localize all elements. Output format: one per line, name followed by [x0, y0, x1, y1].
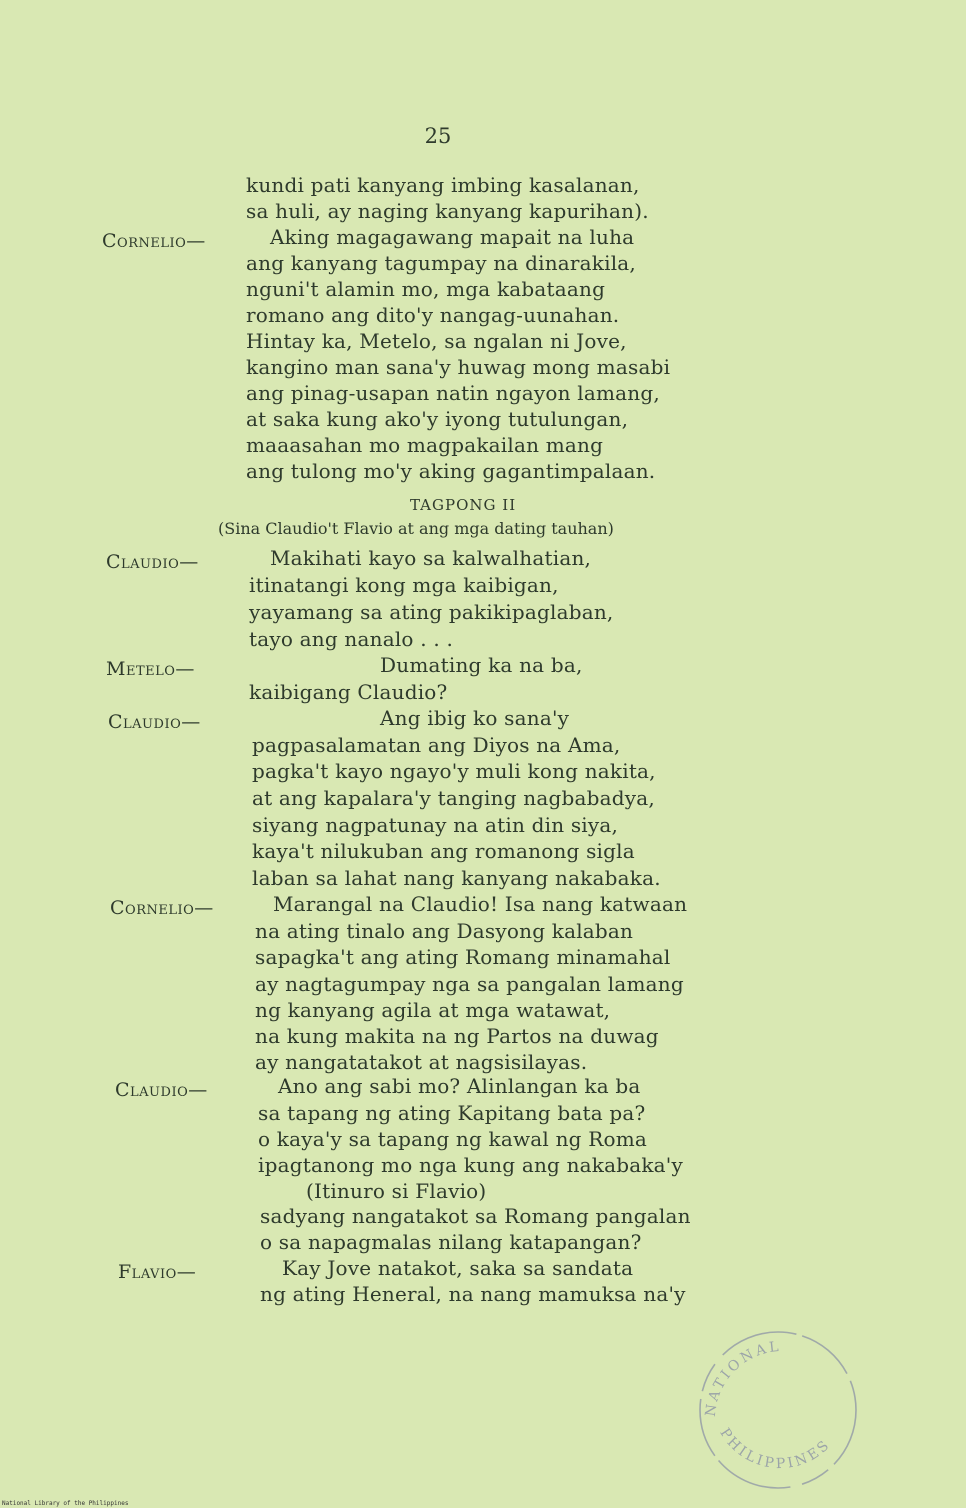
verse-line: Ano ang sabi mo? Alinlangan ka ba — [278, 1074, 641, 1098]
verse-line: ang tulong mo'y aking gagantimpalaan. — [246, 459, 656, 483]
speaker-label: Flavio— — [118, 1261, 197, 1283]
verse-line: ng kanyang agila at mga watawat, — [255, 998, 611, 1022]
verse-line: romano ang dito'y nangag-uunahan. — [246, 303, 620, 327]
verse-line: tayo ang nanalo . . . — [249, 627, 454, 651]
verse-line: yayamang sa ating pakikipaglaban, — [249, 600, 614, 624]
stage-direction: (Itinuro si Flavio) — [306, 1179, 487, 1203]
verse-line: ay nangatatakot at nagsisilayas. — [255, 1050, 588, 1074]
verse-line: ipagtanong mo nga kung ang nakabaka'y — [258, 1153, 683, 1177]
page-number: 25 — [424, 124, 452, 148]
verse-line: Dumating ka na ba, — [380, 653, 583, 677]
verse-line: Ang ibig ko sana'y — [380, 706, 570, 730]
verse-line: sa tapang ng ating Kapitang bata pa? — [258, 1101, 646, 1125]
speaker-label: Cornelio— — [102, 230, 206, 252]
verse-line: ang pinag-usapan natin ngayon lamang, — [246, 381, 660, 405]
verse-line: Makihati kayo sa kalwalhatian, — [270, 546, 592, 570]
speaker-label: Claudio— — [115, 1079, 208, 1101]
verse-line: Hintay ka, Metelo, sa ngalan ni Jove, — [246, 329, 627, 353]
verse-line: kundi pati kanyang imbing kasalanan, — [246, 173, 640, 197]
verse-line: ng ating Heneral, na nang mamuksa na'y — [260, 1282, 686, 1306]
verse-line: kaya't nilukuban ang romanong sigla — [252, 839, 635, 863]
verse-line: kangino man sana'y huwag mong masabi — [246, 355, 671, 379]
speaker-label: Metelo— — [106, 658, 195, 680]
verse-line: ay nagtagumpay nga sa pangalan lamang — [255, 972, 684, 996]
verse-line: maaasahan mo magpakailan mang — [246, 433, 604, 457]
speaker-label: Claudio— — [108, 711, 201, 733]
verse-line: at saka kung ako'y iyong tutulungan, — [246, 407, 629, 431]
stage-direction: (Sina Claudio't Flavio at ang mga dating tauhan) — [218, 519, 614, 538]
svg-text:PHILIPPINES: PHILIPPINES — [716, 1425, 835, 1473]
footer-credit: National Library of the Philippines — [2, 1500, 129, 1507]
verse-line: na kung makita na ng Partos na duwag — [255, 1024, 659, 1048]
section-heading: TAGPONG II — [410, 496, 517, 514]
verse-line: sa huli, ay naging kanyang kapurihan). — [246, 199, 649, 223]
verse-line: Aking magagawang mapait na luha — [270, 225, 635, 249]
verse-line: nguni't alamin mo, mga kabataang — [246, 277, 606, 301]
svg-text:NATIONAL: NATIONAL — [702, 1338, 783, 1418]
verse-line: o sa napagmalas nilang katapangan? — [260, 1230, 642, 1254]
verse-line: pagka't kayo ngayo'y muli kong nakita, — [252, 759, 656, 783]
verse-line: Marangal na Claudio! Isa nang katwaan — [273, 892, 688, 916]
speaker-label: Cornelio— — [110, 897, 214, 919]
verse-line: sadyang nangatakot sa Romang pangalan — [260, 1204, 691, 1228]
verse-line: pagpasalamatan ang Diyos na Ama, — [252, 733, 621, 757]
verse-line: sapagka't ang ating Romang minamahal — [255, 945, 671, 969]
verse-line: o kaya'y sa tapang ng kawal ng Roma — [258, 1127, 648, 1151]
verse-line: kaibigang Claudio? — [249, 680, 448, 704]
verse-line: siyang nagpatunay na atin din siya, — [252, 813, 619, 837]
verse-line: Kay Jove natakot, saka sa sandata — [282, 1256, 634, 1280]
verse-line: itinatangi kong mga kaibigan, — [249, 573, 559, 597]
library-stamp — [690, 1322, 865, 1492]
verse-line: na ating tinalo ang Dasyong kalaban — [255, 919, 634, 943]
verse-line: laban sa lahat nang kanyang nakabaka. — [252, 866, 661, 890]
verse-line: ang kanyang tagumpay na dinarakila, — [246, 251, 636, 275]
verse-line: at ang kapalara'y tanging nagbabadya, — [252, 786, 655, 810]
speaker-label: Claudio— — [106, 551, 199, 573]
